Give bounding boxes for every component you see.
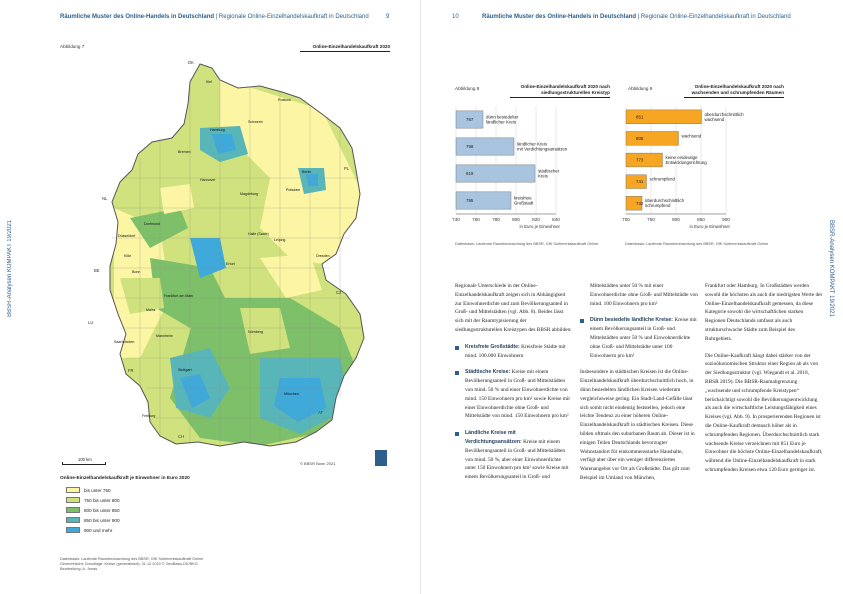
right-page-header [482, 14, 791, 20]
map-regions [60, 58, 390, 458]
scale-label: 100 km [78, 457, 92, 462]
city-label: Erfurt [226, 262, 235, 266]
city-label: Potsdam [286, 188, 301, 192]
category-label: dünn besiedelter ländlicher Kreis [486, 114, 519, 125]
paragraph: Mittelstädten unter 50 % mit einer Einwohnerdichte ohne Groß- und Mittelstädte von mind. 100 Einwohnern pro km² [590, 283, 698, 307]
tick-label: 750 [647, 217, 655, 222]
data-label: 767 [466, 117, 474, 123]
paragraph: Frankfurt oder Hamburg. In Großstädten werden sowohl die höchsten als auch die niedrigsten Werte der Online-Einzelhandelskaufkraft gemessen, da diese Kategorie sowohl die wirtschaftlichen starken Regionen Deutschlands umfasst als auch strukturschwache Städte zum Beispiel des Ruhrgebiets. [705, 283, 823, 342]
city-label: Köln [124, 254, 132, 258]
tick-label: 780 [492, 217, 500, 222]
city-label: Dresden [316, 254, 330, 258]
bullet-text: Kreise mit einem Bevölkerungsanteil in Groß- und Mittelstädten von mind. 50 %, aber einer Einwohnerdichte unter 150 Einwohnern pro km² sowie Kreise mit einem Bevölkerungsanteil in Groß- und [465, 438, 569, 481]
left-side-label: BBSR-Analysen KOMPAKT 19/2021 [7, 220, 13, 317]
city-label: Frankfurt am Main [164, 294, 194, 298]
data-label: 851 [636, 114, 644, 120]
city-label: Halle (Saale) [248, 232, 269, 236]
city-label: Stuttgart [178, 368, 192, 372]
city-label: Hannover [200, 178, 216, 182]
source-line: Datenbasis: Laufende Raumbeobachtung des BBSR; GfK Sortimentskaufkraft Online [60, 557, 204, 561]
country-label-lu: LU [88, 320, 94, 325]
figure-8-title: Online-Einzelhandelskaufkraft 2020 nach siedlungsstrukturellen Kreistyp [510, 84, 610, 98]
data-label: 805 [636, 136, 644, 141]
source-line: Bearbeitung: A. Jonas [60, 567, 98, 572]
bullet-text: Kreise mit einem Bevölkerungsanteil in Groß- und Mittelstädten von mind. 50 % und einer Einwohnerdichte von mind. 150 Einwohnern pro km² sowie Kreise mit einer Einwohnerdichte ohne Groß- und Mittelstädte von mind. 150 Einwohnern pro km² [465, 369, 570, 420]
city-label: München [284, 392, 299, 396]
country-label-ch: CH [178, 434, 185, 439]
city-label: Mainz [146, 308, 156, 312]
map-copyright: © BBSR Bonn 2021 [300, 461, 336, 466]
legend-item [66, 507, 120, 513]
map-source [60, 557, 360, 572]
city-label: Kiel [206, 80, 212, 84]
data-label: 798 [466, 144, 474, 150]
tick-label: 800 [512, 217, 520, 222]
category-label: keine eindeutige Entwicklungsrichtung [665, 155, 707, 165]
bullet-item [455, 368, 573, 421]
tick-label: 840 [552, 217, 560, 222]
text-column-2 [580, 282, 698, 491]
country-label-fr: FR [128, 368, 134, 373]
legend-label: 800 bis unter 850 [84, 507, 120, 513]
right-side-label: BBSR-Analysen KOMPAKT 19/2021 [828, 220, 834, 317]
city-label: Nürnberg [248, 330, 263, 334]
figure-9-title: Online-Einzelhandelskaufkraft 2020 nach wachsenden und schrumpfenden Räumen [684, 84, 784, 98]
left-page-number: 9 [386, 14, 390, 20]
bar [456, 192, 511, 209]
data-label: 819 [466, 171, 474, 177]
legend-swatch [66, 527, 80, 533]
chart-9 [622, 104, 792, 238]
legend-title: Online-Einzelhandelskaufkraft je Einwohner in Euro 2020 [60, 476, 190, 481]
legend-label: 900 und mehr [84, 527, 113, 533]
source-line: Geometrische Grundlage: Kreise (generalisiert), 31.12.2019 © GeoBasis-DE/BKG [60, 562, 198, 567]
category-label: ländlicher Kreis mit Verdichtungsansätzen [517, 141, 568, 152]
city-label: Rostock [278, 98, 291, 102]
germany-map [60, 58, 390, 458]
scale-bar [62, 462, 106, 465]
category-label: kreisfreie Großstadt [514, 195, 534, 206]
legend-swatch [66, 487, 80, 493]
city-label: Freiburg [142, 414, 156, 418]
data-label: 741 [636, 179, 644, 185]
tick-label: 740 [452, 217, 460, 222]
legend-item [66, 497, 120, 503]
city-label: Schwerin [248, 120, 263, 124]
paragraph: Regionale Unterschiede in der Online-Einzelhandelskaufkraft zeigen sich in Abhängigkeit zur Einwohnerdichte und zum Bevölkerungsanteil in Groß- und Mittelstädten (vgl. Abb. 8). Beides lässt sich mit der Raumtypisierung der siedlungsstrukturellen Kreistypen des BBSR abbilden: [455, 283, 572, 333]
country-label-nl: NL [102, 196, 108, 201]
bar [626, 131, 679, 145]
city-label: Hamburg [210, 128, 225, 132]
city-label: Saarbrücken [114, 340, 135, 344]
bullet-heading: Städtische Kreise: [465, 369, 511, 376]
header-subtitle: | Regionale Online-Einzelhandelskaufkraft in Deutschland [214, 14, 369, 20]
tick-label: 760 [472, 217, 480, 222]
figure-9-source: Datenbasis: Laufende Raumbeobachtung des BBSR, GfK Sortimentskaufkraft Online [625, 242, 769, 246]
figure-9-label: Abbildung 9 [628, 86, 653, 91]
country-label-at: AT [318, 410, 324, 415]
bullet-item [455, 429, 573, 482]
legend-swatch [66, 517, 80, 523]
legend-label: 750 bis unter 800 [84, 497, 120, 503]
x-axis-label: in Euro je Einwohner [689, 224, 730, 229]
bar [456, 138, 514, 155]
category-label: überdurchschnittlich schrumpfend [645, 198, 685, 209]
country-label-cz: CZ [336, 290, 342, 295]
left-page [0, 0, 421, 594]
figure-7-label: Abbildung 7 [60, 44, 85, 49]
left-page-header [60, 14, 369, 20]
chart-8 [452, 104, 622, 238]
header-title: Räumliche Muster des Online-Handels in Deutschland [60, 14, 215, 20]
header-title: Räumliche Muster des Online-Handels in Deutschland [482, 14, 637, 20]
city-label: Berlin [302, 170, 312, 174]
city-label: Mannheim [156, 334, 173, 338]
city-label: Bonn [132, 270, 141, 274]
country-label-dk: DK [188, 60, 194, 65]
bullet-heading: Dünn besiedelte ländliche Kreise: [590, 317, 674, 324]
bullet-heading: Ländliche Kreise mit Verdichtungsansätzen: [465, 430, 522, 445]
right-page [422, 0, 843, 594]
legend-swatch [66, 497, 80, 503]
legend-item [66, 517, 120, 523]
bullet-heading: Kreisfreie Großstädte: [465, 343, 520, 350]
country-label-be: BE [94, 268, 100, 273]
category-label: wachsend [681, 133, 702, 139]
legend-label: bis unter 750 [84, 487, 111, 493]
city-label: Bremen [178, 150, 191, 154]
category-label: städtischer Kreis [538, 168, 560, 179]
bullet-item [580, 316, 698, 360]
legend-label: 850 bis unter 900 [84, 517, 120, 523]
figure-8-label: Abbildung 8 [455, 86, 480, 91]
city-label: Düsseldorf [118, 234, 136, 238]
paragraph: Die Online-Kaufkraft hängt dabei stärker von der sozioökonomischen Struktur einer Region ab als von der Siedlungsstruktur (vgl. Wiegandt et al. 2018, BBSR 2019). Die BBSR-Raumabgrenzung „wachsende und schrumpfende Kreistypen“ berücksichtigt sowohl die Bevölkerungsentwicklung als auch die wirtschaftliche Leistungsfähigkeit eines Kreises (vgl. Abb. 9). In prosperierenden Regionen ist die Online-Kaufkraft demnach höher als in schrumpfenden Regionen. Überdurchschnittlich stark wachsende Kreise verzeichnen mit 851 Euro je Einwohner die höchste Online-Einzelhandelskaufkraft, während die Online-Einzelhandelskaufkraft in stark schrumpfenden Kreisen etwa 120 Euro geringer ist. [705, 352, 823, 473]
data-label: 795 [466, 198, 474, 204]
bullet-text: Kreisfreie Städte mit mind. 100.000 Einwohnern [465, 343, 566, 359]
x-axis-label: in Euro je Einwohner [519, 224, 560, 229]
city-label: Magdeburg [240, 192, 259, 196]
tick-label: 800 [672, 217, 680, 222]
city-label: Dortmund [144, 222, 160, 226]
text-column-1 [455, 282, 573, 490]
legend-item [66, 527, 112, 533]
tick-label: 850 [697, 217, 705, 222]
country-label-pl: PL [344, 166, 350, 171]
tick-label: 820 [532, 217, 540, 222]
paragraph: Insbesondere in städtischen Kreisen ist die Online-Einzelhandelskaufkraft überdurchschnittlich hoch, in dünn besiedelten ländlichen Kreisen wiederum vergleichsweise gering. Ein Stadt-Land-Gefälle lässt sich somit nicht eindeutig feststellen, jedoch eine leichte Tendenz zu einer höheren Online-Einzelhandelskaufkraft in städtischen Kreisen. Diese bilden oftmals den suburbanen Raum ab. Dieser ist in einigen Teilen Deutschlands bevorzugter Wohnstandort für einkommensstarke Haushalte, verfügt aber über ein weniger differenziertes Warenangebot vor Ort als Großstädte. Das gilt zum Beispiel im Umland von München, [580, 369, 695, 481]
city-label: Leipzig [274, 238, 286, 242]
bbsr-logo-icon [375, 450, 387, 466]
bullet-text: Kreise mit einem Bevölkerungsanteil in Groß- und Mittelstädten unter 50 % und Einwohnerdichte ohne Groß- und Mittelstädte unter 100 Einwohnern pro km² [590, 317, 697, 359]
data-label: 773 [636, 157, 644, 163]
legend-item [66, 487, 111, 493]
right-page-number: 10 [452, 14, 459, 20]
data-label: 732 [636, 200, 644, 206]
tick-label: 700 [622, 217, 630, 222]
figure-8-source: Datenbasis: Laufende Raumbeobachtung des BBSR, GfK Sortimentskaufkraft Online [455, 242, 599, 246]
header-subtitle: | Regionale Online-Einzelhandelskaufkraft in Deutschland [636, 14, 791, 20]
germany-map-svg [60, 58, 390, 458]
category-label: überdurchschnittlich wachsend [704, 111, 744, 122]
legend-swatch [66, 507, 80, 513]
bullet-item [455, 343, 573, 361]
text-column-3 [705, 282, 823, 483]
tick-label: 900 [722, 217, 730, 222]
category-label: schrumpfend [649, 176, 675, 182]
figure-7-title: Online-Einzelhandelskaufkraft 2020 [300, 44, 390, 52]
bar [626, 153, 663, 167]
